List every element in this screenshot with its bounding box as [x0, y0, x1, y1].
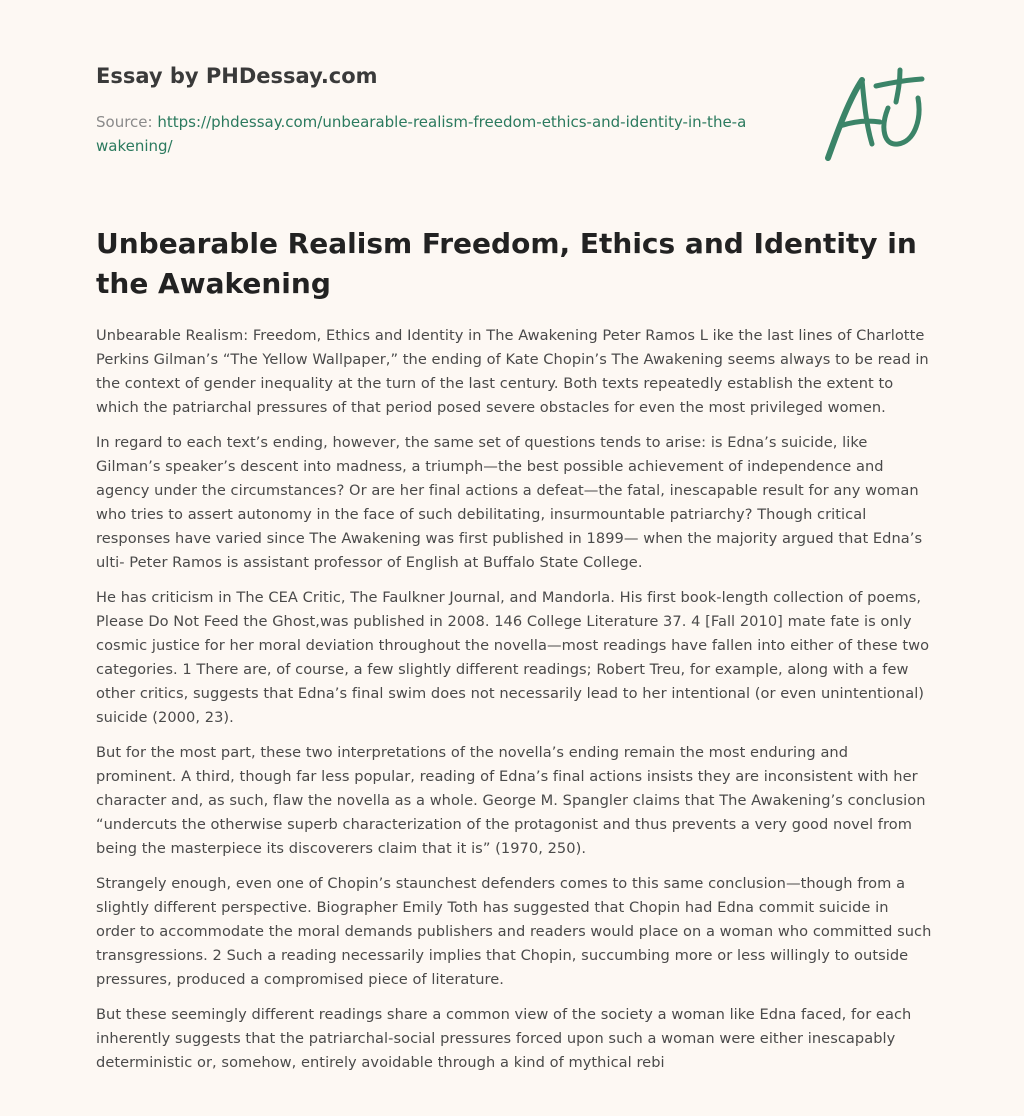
source-label: Source:	[96, 113, 153, 131]
essay-paragraph: He has criticism in The CEA Critic, The Faulkner Journal, and Mandorla. His first book-length collection of poems, Please Do Not Feed the Ghost,was published in 2008. 146 College Literature 37. 4 [Fall 2010] mate fate is only cosmic justice for her moral deviation throughout the novella—most readings have fallen into either of these two categories. 1 There are, of course, a few slightly different readings; Robert Treu, for example, along with a few other critics, suggests that Edna’s final swim does not necessarily lead to her intentional (or even unintentional) suicide (2000, 23).	[96, 589, 930, 726]
essay-body	[96, 324, 932, 1086]
essay-title: Unbearable Realism Freedom, Ethics and Identity in the Awakening	[96, 227, 917, 300]
essay-paragraph: Strangely enough, even one of Chopin’s staunchest defenders comes to this same conclusion—though from a slightly different perspective. Biographer Emily Toth has suggested that Chopin had Edna commit suicide in order to accommodate the moral demands publishers and readers would place on a woman who committed such transgressions. 2 Such a reading necessarily implies that Chopin, succumbing more or less willingly to outside pressures, produced a compromised piece of literature.	[96, 875, 932, 988]
site-brand: Essay by PHDessay.com	[96, 64, 378, 88]
essay-paragraph: Unbearable Realism: Freedom, Ethics and Identity in The Awakening Peter Ramos L ike the last lines of Charlotte Perkins Gilman’s “The Yellow Wallpaper,” the ending of Kate Chopin’s The Awakening seems always to be read in the context of gender inequality at the turn of the last century. Both texts repeatedly establish the extent to which the patriarchal pressures of that period posed severe obstacles for even the most privileged women.	[96, 327, 929, 416]
a-plus-grade-icon	[818, 66, 930, 166]
essay-paragraph: But these seemingly different readings share a common view of the society a woman like Edna faced, for each inherently suggests that the patriarchal-social pressures forced upon such a woman were either inescapably deterministic or, somehow, entirely avoidable through a kind of mythical rebi	[96, 1006, 912, 1071]
source-line	[96, 110, 756, 158]
essay-paragraph: In regard to each text’s ending, however, the same set of questions tends to arise: is Edna’s suicide, like Gilman’s speaker’s descent into madness, a triumph—the best possible achievement of independence and agency under the circumstances? Or are her final actions a defeat—the fatal, inescapable result for any woman who tries to assert autonomy in the face of such debilitating, insurmountable patriarchy? Though critical responses have varied since The Awakening was first published in 1899— when the majority argued that Edna’s ulti- Peter Ramos is assistant professor of English at Buffalo State College.	[96, 434, 923, 571]
essay-paragraph: But for the most part, these two interpretations of the novella’s ending remain the most enduring and prominent. A third, though far less popular, reading of Edna’s final actions insists they are inconsistent with her character and, as such, flaw the novella as a whole. George M. Spangler claims that The Awakening’s conclusion “undercuts the otherwise superb characterization of the protagonist and thus prevents a very good novel from being the masterpiece its discoverers claim that it is” (1970, 250).	[96, 744, 926, 857]
source-link[interactable]: https://phdessay.com/unbearable-realism-freedom-ethics-and-identity-in-the-awakening/	[96, 113, 747, 155]
